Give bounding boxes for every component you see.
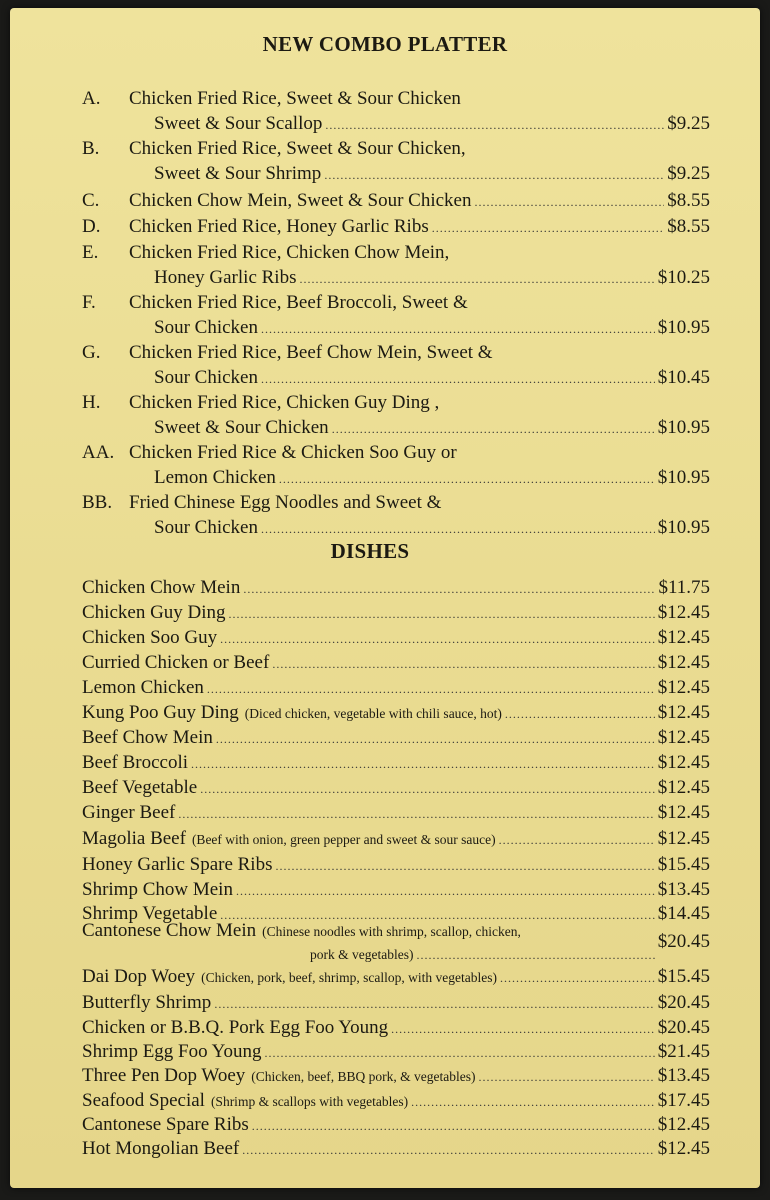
combo-item (82, 214, 710, 239)
combo-line1: Chicken Fried Rice & Chicken Soo Guy or (129, 442, 457, 463)
dish-row (82, 1088, 710, 1113)
dish-note: (Beef with onion, green pepper and sweet & sour sauce) (191, 832, 496, 847)
dish-price: $12.45 (657, 702, 710, 723)
dish-row (82, 964, 710, 989)
combo-line1: Chicken Fried Rice, Beef Broccoli, Sweet & (129, 292, 468, 313)
dish-name: Beef Chow Mein (82, 727, 213, 748)
combo-price: $10.25 (657, 267, 710, 288)
dish-row (82, 826, 710, 851)
combo-item (82, 86, 710, 136)
combo-line2: Chicken Chow Mein, Sweet & Sour Chicken (129, 190, 472, 211)
combo-line1: Chicken Fried Rice, Sweet & Sour Chicken (129, 88, 461, 109)
dish-price: $13.45 (657, 1065, 710, 1086)
dish-row (82, 700, 710, 725)
dish-row (82, 1136, 710, 1161)
dish-name: Chicken or B.B.Q. Pork Egg Foo Young (82, 1017, 389, 1038)
combo-price: $8.55 (667, 190, 710, 211)
combo-letter: F. (82, 292, 96, 313)
combo-price: $10.95 (657, 467, 710, 488)
combo-letter: G. (82, 342, 101, 363)
combo-letter: B. (82, 138, 100, 159)
dish-price: $12.45 (657, 727, 710, 748)
dish-name: Chicken Guy Ding (82, 602, 226, 623)
dish-price: $17.45 (657, 1090, 710, 1111)
dish-row (82, 600, 710, 625)
combo-heading: NEW COMBO PLATTER (262, 32, 508, 56)
dish-name: Butterfly Shrimp (82, 992, 212, 1013)
dish-price: $20.45 (657, 1017, 710, 1038)
combo-line2: Sweet & Sour Chicken (154, 417, 329, 438)
combo-item (82, 490, 710, 540)
combo-line2: Sweet & Sour Scallop (154, 113, 323, 134)
dish-note: (Chicken, beef, BBQ pork, & vegetables) (251, 1069, 476, 1084)
dish-name: Dai Dop Woey (82, 966, 196, 987)
combo-item (82, 188, 710, 213)
dish-price: $20.45 (657, 931, 710, 952)
dish-row (82, 725, 710, 750)
dish-price: $12.45 (657, 777, 710, 798)
dish-row (82, 575, 710, 600)
combo-item (82, 290, 710, 340)
dish-note: (Chicken, pork, beef, shrimp, scallop, with vegetables) (201, 970, 497, 985)
combo-price: $10.95 (657, 417, 710, 438)
dish-price: $11.75 (658, 577, 710, 598)
dish-name: Beef Vegetable (82, 777, 198, 798)
dish-name: Seafood Special (82, 1090, 205, 1111)
combo-letter: D. (82, 216, 101, 237)
dish-price: $13.45 (657, 879, 710, 900)
combo-line2: Honey Garlic Ribs (154, 267, 297, 288)
combo-line2: Sour Chicken (154, 367, 258, 388)
dish-row (82, 852, 710, 877)
dish-price: $12.45 (657, 677, 710, 698)
dish-row (82, 877, 710, 902)
dish-price: $12.45 (657, 1138, 710, 1159)
combo-price: $10.95 (657, 317, 710, 338)
dish-price: $12.45 (657, 627, 710, 648)
menu-page (10, 8, 760, 1188)
combo-item (82, 240, 710, 290)
combo-line2: Sour Chicken (154, 517, 258, 538)
dish-name: Lemon Chicken (82, 677, 204, 698)
dish-price: $12.45 (657, 602, 710, 623)
dish-name: Chicken Soo Guy (82, 627, 218, 648)
combo-letter: E. (82, 242, 99, 263)
dish-name: Honey Garlic Spare Ribs (82, 854, 273, 875)
dish-price: $12.45 (657, 752, 710, 773)
dish-name: Shrimp Vegetable (82, 903, 218, 924)
combo-line2: Lemon Chicken (154, 467, 276, 488)
dish-name: Shrimp Chow Mein (82, 879, 233, 900)
combo-line1: Fried Chinese Egg Noodles and Sweet & (129, 492, 442, 513)
dish-price: $15.45 (657, 966, 710, 987)
dish-row (82, 919, 710, 965)
combo-price: $8.55 (667, 216, 710, 237)
combo-price: $9.25 (667, 163, 710, 184)
dish-name: Ginger Beef (82, 802, 176, 823)
combo-letter: AA. (82, 442, 115, 463)
dish-name: Curried Chicken or Beef (82, 652, 270, 673)
dish-price: $21.45 (657, 1041, 710, 1062)
dish-price: $15.45 (657, 854, 710, 875)
combo-line1: Chicken Fried Rice, Chicken Guy Ding , (129, 392, 440, 413)
combo-line2: Sour Chicken (154, 317, 258, 338)
dish-name: Cantonese Chow Mein (82, 920, 257, 941)
dish-name: Shrimp Egg Foo Young (82, 1041, 262, 1062)
dish-name: Three Pen Dop Woey (82, 1065, 246, 1086)
combo-letter: H. (82, 392, 101, 413)
combo-price: $10.45 (657, 367, 710, 388)
dish-price: $12.45 (657, 802, 710, 823)
dish-row (82, 990, 710, 1015)
dish-row (82, 800, 710, 825)
combo-item (82, 340, 710, 390)
combo-line2: Chicken Fried Rice, Honey Garlic Ribs (129, 216, 429, 237)
dish-row (82, 625, 710, 650)
combo-letter: A. (82, 88, 101, 109)
dish-row (82, 1063, 710, 1088)
dish-row (82, 1112, 710, 1137)
dish-price: $12.45 (657, 652, 710, 673)
dish-row (82, 675, 710, 700)
combo-letter: C. (82, 190, 100, 211)
dish-name: Chicken Chow Mein (82, 577, 241, 598)
combo-line2: Sweet & Sour Shrimp (154, 163, 322, 184)
dish-note: (Shrimp & scallops with vegetables) (210, 1094, 409, 1109)
dish-row (82, 1039, 710, 1064)
dish-name: Magolia Beef (82, 828, 186, 849)
dish-price: $12.45 (657, 828, 710, 849)
combo-line1: Chicken Fried Rice, Sweet & Sour Chicken, (129, 138, 466, 159)
combo-item (82, 390, 710, 440)
dish-name: Hot Mongolian Beef (82, 1138, 240, 1159)
combo-letter: BB. (82, 492, 113, 513)
combo-price: $10.95 (657, 517, 710, 538)
dish-row (82, 650, 710, 675)
dish-name: Kung Poo Guy Ding (82, 702, 239, 723)
dish-note: (Diced chicken, vegetable with chili sauce, hot) (244, 706, 502, 721)
combo-item (82, 440, 710, 490)
dish-note-cont: pork & vegetables) (310, 947, 414, 962)
dish-name: Beef Broccoli (82, 752, 189, 773)
dish-price: $12.45 (657, 1114, 710, 1135)
dish-row (82, 775, 710, 800)
combo-line1: Chicken Fried Rice, Beef Chow Mein, Sweet & (129, 342, 493, 363)
dish-note: (Chinese noodles with shrimp, scallop, chicken, (262, 924, 521, 939)
combo-line1: Chicken Fried Rice, Chicken Chow Mein, (129, 242, 450, 263)
combo-price: $9.25 (667, 113, 710, 134)
dish-price: $14.45 (657, 903, 710, 924)
dish-row (82, 1015, 710, 1040)
combo-item (82, 136, 710, 186)
dish-row (82, 750, 710, 775)
dish-name: Cantonese Spare Ribs (82, 1114, 249, 1135)
dishes-heading: DISHES (330, 539, 410, 563)
dish-price: $20.45 (657, 992, 710, 1013)
